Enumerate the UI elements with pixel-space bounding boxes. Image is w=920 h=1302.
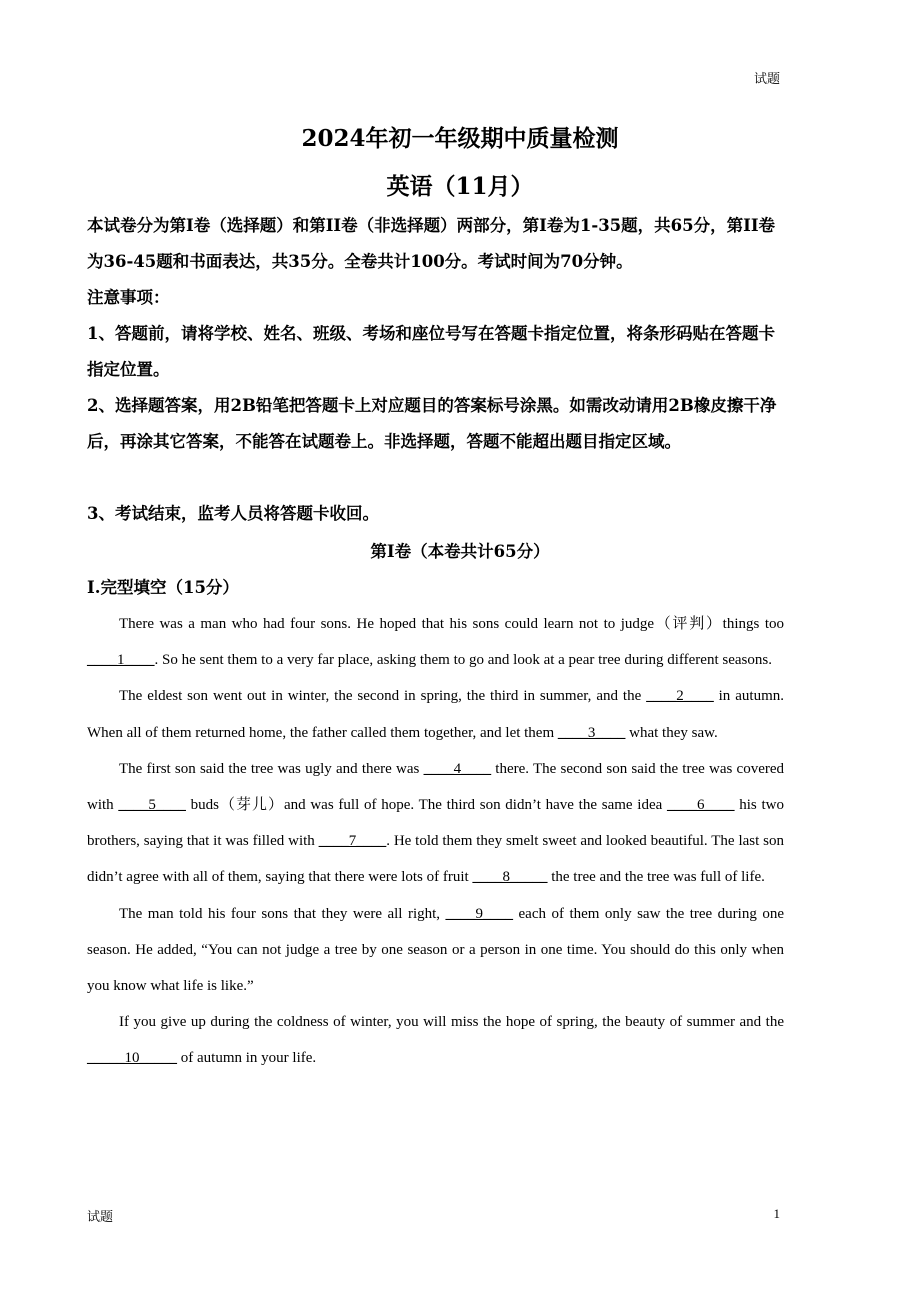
header-tag: 试题 xyxy=(753,72,780,87)
blank-2: ____2____ xyxy=(646,688,714,705)
notice-heading: 注意事项： xyxy=(87,288,170,307)
part-title: I.完型填空（15分） xyxy=(87,578,239,597)
section-title: 第I卷（本卷共计65分） xyxy=(370,542,550,561)
text: what they saw. xyxy=(625,724,718,741)
blank-10: _____10_____ xyxy=(87,1050,177,1067)
blank-6: ____6____ xyxy=(667,797,735,814)
footer-label: 试题 xyxy=(87,1210,114,1225)
blank-1: ____1____ xyxy=(87,652,155,669)
text: The man told his four sons that they were all right, xyxy=(119,905,446,922)
text: buds（芽儿）and was full of hope. The third son didn’t have the same idea xyxy=(185,797,668,814)
blank-3: ____3____ xyxy=(557,724,626,741)
paragraph-5 xyxy=(87,1004,784,1076)
blank-5: ____5____ xyxy=(118,797,186,814)
text: If you give up during the coldness of winter, you will miss the hope of spring, the beauty of summer and the xyxy=(119,1014,784,1031)
exam-title: 2024年初一年级期中质量检测 xyxy=(301,125,619,152)
text: . So he sent them to a very far place, asking them to go and look at a pear tree during different seasons. xyxy=(154,652,772,669)
paragraph-3 xyxy=(87,751,784,896)
notice-item-3: 3、考试结束，监考人员将答题卡收回。 xyxy=(87,504,379,523)
text: . He told them they smelt sweet and looked beautiful. The last son didn’t agree with all of them, saying that there were lots of fruit xyxy=(87,833,785,886)
blank-4: ____4____ xyxy=(423,760,492,777)
instructions-intro: 本试卷分为第I卷（选择题）和第II卷（非选择题）两部分，第I卷为1-35题，共65分，第II卷为36-45题和书面表达，共35分。全卷共计100分。考试时间为70分钟。 xyxy=(87,216,776,271)
text: there. The second son said the tree was covered with xyxy=(87,760,785,814)
notice-item-2: 2、选择题答案，用2B铅笔把答题卡上对应题目的答案标号涂黑。如需改动请用2B橡皮擦干净后，再涂其它答案，不能答在试题卷上。非选择题，答题不能超出题目指定区域。 xyxy=(87,396,777,451)
text: The first son said the tree was ugly and there was xyxy=(119,760,424,777)
paragraph-1 xyxy=(87,606,784,678)
text: of autumn in your life. xyxy=(177,1050,317,1067)
paragraph-4 xyxy=(87,896,784,1005)
text: The eldest son went out in winter, the second in spring, the third in summer, and the xyxy=(119,688,647,705)
text: the tree and the tree was full of life. xyxy=(547,869,765,886)
cloze-passage xyxy=(87,606,784,1077)
notice-item-1: 1、答题前，请将学校、姓名、班级、考场和座位号写在答题卡指定位置，将条形码贴在答题卡指定位置。 xyxy=(87,324,775,379)
text: each of them only saw the tree during one season. He added, “You can not judge a tree by one season or a person in one time. You should do this only when you know what life is like.” xyxy=(87,905,784,995)
text: his two brothers, saying that it was filled with xyxy=(87,797,785,850)
blank-7: ____7____ xyxy=(318,833,387,850)
blank-9: ____9____ xyxy=(445,905,514,922)
text: in autumn. When all of them returned home, the father called them together, and let them xyxy=(87,688,784,741)
exam-subtitle: 英语（11月） xyxy=(386,173,534,200)
page-number: 1 xyxy=(773,1206,780,1221)
paragraph-2 xyxy=(87,678,784,750)
text: There was a man who had four sons. He hoped that his sons could learn not to judge（评判）things too xyxy=(119,616,784,632)
blank-8: ____8_____ xyxy=(472,869,548,886)
